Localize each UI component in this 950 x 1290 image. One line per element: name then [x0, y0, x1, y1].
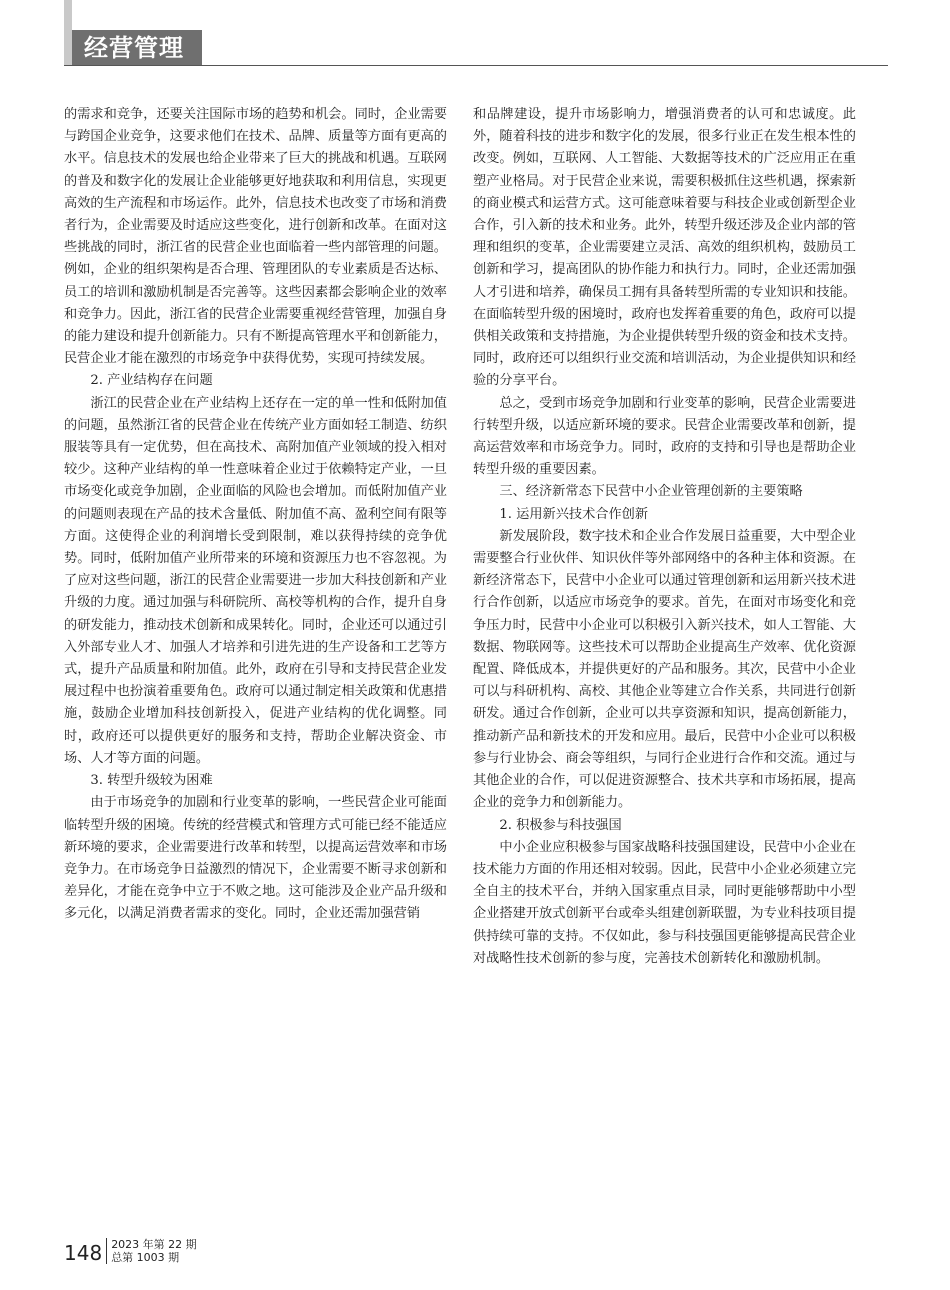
section-heading: 三、经济新常态下民营中小企业管理创新的主要策略 — [499, 484, 803, 500]
right-column — [473, 104, 856, 970]
left-column — [64, 104, 447, 926]
page-footer — [64, 1236, 197, 1264]
paragraph: 总之，受到市场竞争加剧和行业变革的影响，民营企业需要进行转型升级，以适应新环境的要求。民营企业需要改革和创新，提高运营效率和市场竞争力。同时，政府的支持和引导也是帮助企业转型升级的重要因素。 — [473, 395, 856, 478]
header-divider — [64, 65, 888, 66]
page-number: 148 — [64, 1241, 103, 1265]
subsection-heading: 2. 产业结构存在问题 — [90, 373, 213, 389]
issue-info — [111, 1238, 196, 1264]
paragraph: 中小企业应积极参与国家战略科技强国建设，民营中小企业在技术能力方面的作用还相对较弱。因此，民营中小企业必须建立完全自主的技术平台，并纳入国家重点目录，同时更能够帮助中小型企业搭建开放式创新平台或牵头组建创新联盟，为专业科技项目提供持续可靠的支持。不仅如此，参与科技强国更能够提高民营企业对战略性技术创新的参与度，完善技术创新转化和激励机制。 — [473, 839, 856, 966]
subsection-heading: 3. 转型升级较为困难 — [90, 773, 213, 789]
paragraph: 由于市场竞争的加剧和行业变革的影响，一些民营企业可能面临转型升级的困境。传统的经营模式和管理方式可能已经不能适应新环境的要求，企业需要进行改革和转型，以提高运营效率和市场竞争力。在市场竞争日益激烈的情况下，企业需要不断寻求创新和差异化，才能在竞争中立于不败之地。这可能涉及企业产品升级和多元化，以满足消费者需求的变化。同时，企业还需加强营销 — [64, 795, 447, 922]
section-title: 经营管理 — [84, 34, 184, 62]
paragraph: 的需求和竞争，还要关注国际市场的趋势和机会。同时，企业需要与跨国企业竞争，这要求他们在技术、品牌、质量等方面有更高的水平。信息技术的发展也给企业带来了巨大的挑战和机遇。互联网的普及和数字化的发展让企业能够更好地获取和利用信息，实现更高效的生产流程和市场运作。此外，信息技术也改变了市场和消费者行为，企业需要及时适应这些变化，进行创新和改革。在面对这些挑战的同时，浙江省的民营企业也面临着一些内部管理的问题。例如，企业的组织架构是否合理、管理团队的专业素质是否达标、员工的培训和激励机制是否完善等。这些因素都会影响企业的效率和竞争力。因此，浙江省的民营企业需要重视经营管理，加强自身的能力建设和提升创新能力。只有不断提高管理水平和创新能力，民营企业才能在激烈的市场竞争中获得优势，实现可持续发展。 — [64, 107, 447, 367]
header-accent-bar — [64, 0, 72, 66]
paragraph: 浙江的民营企业在产业结构上还存在一定的单一性和低附加值的问题，虽然浙江省的民营企业在传统产业方面如轻工制造、纺织服装等具有一定优势，但在高技术、高附加值产业领域的投入相对较少。这种产业结构的单一性意味着企业过于依赖特定产业，一旦市场变化或竞争加剧，企业面临的风险也会增加。而低附加值产业的问题则表现在产品的技术含量低、附加值不高、盈利空间有限等方面。这使得企业的利润增长受到限制，难以获得持续的竞争优势。同时，低附加值产业所带来的环境和资源压力也不容忽视。为了应对这些问题，浙江的民营企业需要进一步加大科技创新和产业升级的力度。通过加强与科研院所、高校等机构的合作，提升自身的研发能力，推动技术创新和成果转化。同时，企业还可以通过引入外部专业人才、加强人才培养和引进先进的生产设备和工艺等方式，提升产品质量和附加值。此外，政府在引导和支持民营企业发展过程中也扮演着重要角色。政府可以通过制定相关政策和优惠措施，鼓励企业增加科技创新投入，促进产业结构的优化调整。同时，政府还可以提供更好的服务和支持，帮助企业解决资金、市场、人才等方面的问题。 — [64, 395, 447, 766]
paragraph: 和品牌建设，提升市场影响力，增强消费者的认可和忠诚度。此外，随着科技的进步和数字化的发展，很多行业正在发生根本性的改变。例如，互联网、人工智能、大数据等技术的广泛应用正在重塑产业格局。对于民营企业来说，需要积极抓住这些机遇，探索新的商业模式和运营方式。这可能意味着要与科技企业或创新型企业合作，引入新的技术和业务。此外，转型升级还涉及企业内部的管理和组织的变革，企业需要建立灵活、高效的组织机构，鼓励员工创新和学习，提高团队的协作能力和执行力。同时，企业还需加强人才引进和培养，确保员工拥有具备转型所需的专业知识和技能。在面临转型升级的困境时，政府也发挥着重要的角色，政府可以提供相关政策和支持措施，为企业提供转型升级的资金和技术支持。同时，政府还可以组织行业交流和培训活动，为企业提供知识和经验的分享平台。 — [473, 107, 856, 389]
subsection-heading: 1. 运用新兴技术合作创新 — [499, 506, 649, 522]
footer-divider — [106, 1238, 107, 1264]
issue-line: 2023 年第 22 期 — [111, 1238, 197, 1251]
paragraph: 新发展阶段，数字技术和企业合作发展日益重要，大中型企业需要整合行业伙伴、知识伙伴等外部网络中的各种主体和资源。在新经济常态下，民营中小企业可以通过管理创新和运用新兴技术进行合作创新，以适应市场竞争的要求。首先，在面对市场变化和竞争压力时，民营中小企业可以积极引入新兴技术，如人工智能、大数据、物联网等。这些技术可以帮助企业提高生产效率、优化资源配置、降低成本，并提供更好的产品和服务。其次，民营中小企业可以与科研机构、高校、其他企业等建立合作关系，共同进行创新研发。通过合作创新，企业可以共享资源和知识，提高创新能力，推动新产品和新技术的开发和应用。最后，民营中小企业可以积极参与行业协会、商会等组织，与同行企业进行合作和交流。通过与其他企业的合作，可以促进资源整合、技术共享和市场拓展，提高企业的竞争力和创新能力。 — [473, 528, 856, 811]
total-issue-line: 总第 1003 期 — [111, 1251, 180, 1264]
subsection-heading: 2. 积极参与科技强国 — [499, 817, 622, 833]
